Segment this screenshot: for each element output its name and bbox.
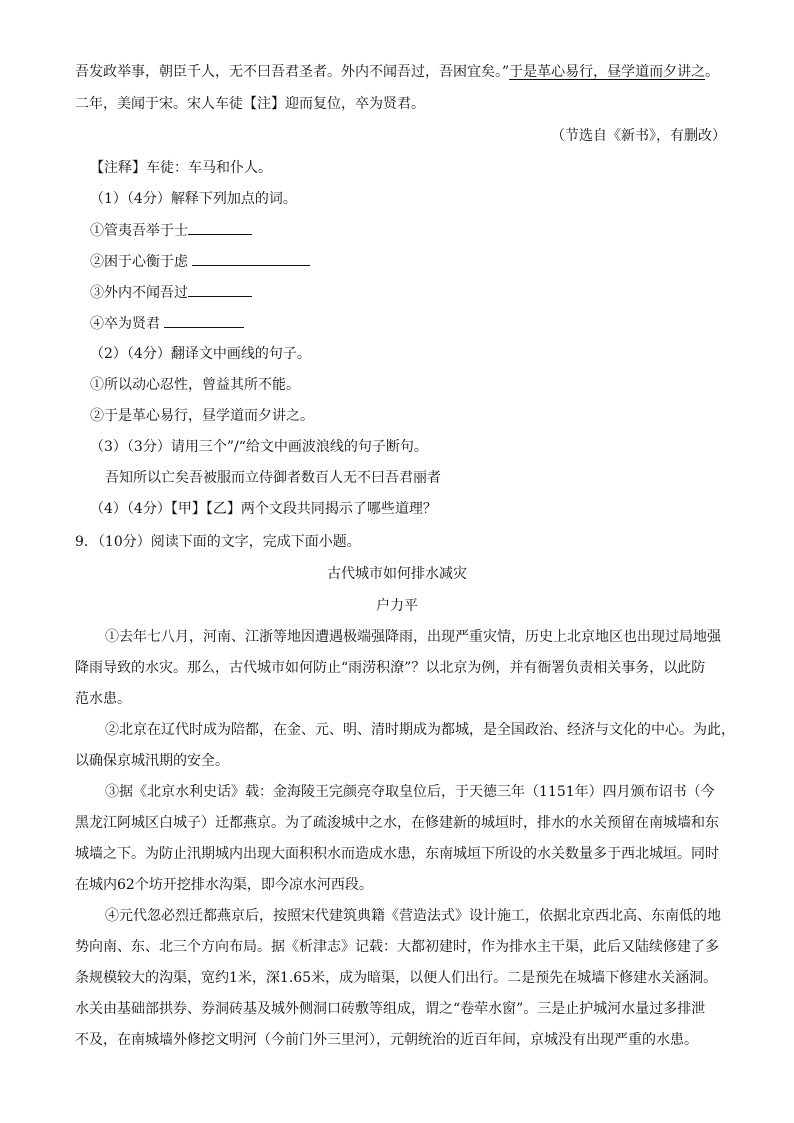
q8-part4-stem: （4）（4分）【甲】【乙】两个文段共同揭示了哪些道理？ xyxy=(90,501,437,517)
article-author: 户力平 xyxy=(376,598,418,614)
q8-part2-item-1: ①所以动心忍性，曾益其所不能。 xyxy=(90,377,300,393)
q8-part3-stem: （3）（3分）请用三个”/“给文中画波浪线的句子断句。 xyxy=(90,439,428,455)
underlined-sentence: 于是革心易行，昼学道而夕讲之 xyxy=(509,64,706,80)
item-text: ④卒为贤君 xyxy=(90,316,165,332)
q8-part1-item-1 xyxy=(90,220,740,241)
article-line: 范水患。 xyxy=(75,691,131,707)
article-title: 古代城市如何排水减灾 xyxy=(327,566,467,582)
article-line: 降雨导致的水灾。那么，古代城市如何防止“雨涝积潦”？以北京为例，并有衙署负责相关事务，以此防 xyxy=(75,660,706,676)
answer-blank[interactable] xyxy=(164,313,244,328)
answer-blank[interactable] xyxy=(188,282,252,297)
answer-blank[interactable] xyxy=(192,251,310,266)
q9-stem: 9．（10分）阅读下面的文字，完成下面小题。 xyxy=(75,534,361,550)
item-text: ②困于心衡于虑 xyxy=(90,254,193,270)
article-line: 势向南、东、北三个方向布局。据《析津志》记载：大都初建时，作为排水主干渠，此后又陆续修建了多 xyxy=(75,939,719,955)
article-line: 城墙之下。为防止汛期城内出现大面积积水而造成水患，东南城垣下所设的水关数量多于西北城垣。同时 xyxy=(75,846,719,862)
article-line: ①去年七八月，河南、江浙等地因遭遇极端强降雨，出现严重灾情，历史上北京地区也出现过局地强 xyxy=(105,629,721,645)
q8-part2-item-2: ②于是革心易行，昼学道而夕讲之。 xyxy=(90,408,314,424)
item-text: ①管夷吾举于士 xyxy=(90,223,188,239)
source-citation: （节选自《新书》，有删改） xyxy=(551,128,726,144)
passage-line-2: 二年，美闻于宋。宋人车徒【注】迎而复位，卒为贤君。 xyxy=(75,96,425,112)
article-line: 水关由基础部拱券、券洞砖基及城外侧洞口砖敷等组成，谓之“卷荦水窗”。三是止护城河水量过多排泄 xyxy=(75,1001,706,1017)
article-line: ③据《北京水利史话》载：金海陵王完颜亮夺取皇位后，于天德三年（1151年）四月颁布诏书（今 xyxy=(105,784,715,800)
passage-text: 吾发政举事，朝臣千人，无不曰吾君圣者。外内不闻吾过，吾困宜矣。” xyxy=(75,64,510,80)
article-line: 以确保京城汛期的安全。 xyxy=(75,753,229,769)
q8-part1-item-4 xyxy=(90,313,740,334)
q8-part1-stem: （1）（4分）解释下列加点的词。 xyxy=(90,191,297,207)
passage-text-tail: 。 xyxy=(705,64,720,80)
item-text: ③外内不闻吾过 xyxy=(90,285,188,301)
article-line: 条规模较大的沟渠，宽约1米，深1.65米，成为暗渠，以便人们出行。二是预先在城墙下修建水关涵洞。 xyxy=(75,970,718,986)
article-line: 不及，在南城墙外修挖文明河（今前门外三里河），元朝统治的近百年间，京城没有出现严重的水患。 xyxy=(75,1032,698,1048)
article-line: ④元代忽必烈迁都燕京后，按照宋代建筑典籍《营造法式》设计施工，依据北京西北高、东南低的地 xyxy=(105,908,721,924)
answer-blank[interactable] xyxy=(188,220,252,235)
passage-line-1 xyxy=(75,62,725,82)
q8-part3-sentence: 吾知所以亡矣吾被服而立侍御者数百人无不曰吾君丽者 xyxy=(105,470,441,486)
article-line: ②北京在辽代时成为陪都，在金、元、明、清时期成为都城，是全国政治、经济与文化的中心。为此， xyxy=(105,722,735,738)
article-line: 在城内62个坊开挖排水沟渠，即今凉水河西段。 xyxy=(75,877,373,893)
annotation-note: 【注释】车徒：车马和仆人。 xyxy=(90,160,272,176)
q8-part1-item-2 xyxy=(90,251,740,272)
q8-part1-item-3 xyxy=(90,282,740,303)
q8-part2-stem: （2）（4分）翻译文中画线的句子。 xyxy=(90,346,311,362)
article-line: 黑龙江阿城区白城子）迁都燕京。为了疏浚城中之水，在修建新的城垣时，排水的水关预留在南城墙和东 xyxy=(75,815,719,831)
